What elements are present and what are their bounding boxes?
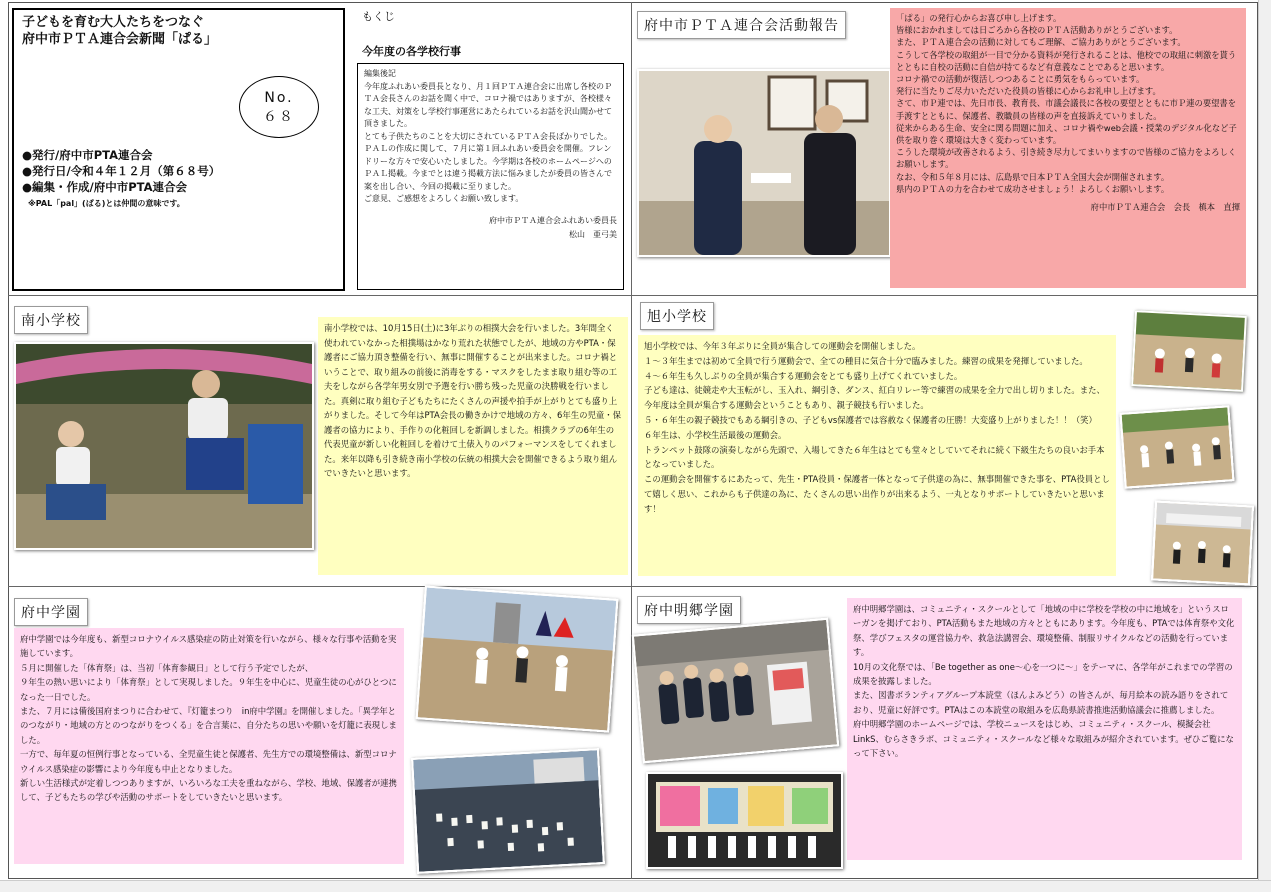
- meigo-text-box: [847, 598, 1242, 860]
- asahi-para: 旭小学校では、今年３年ぶりに全員が集合しての運動会を開催しました。: [644, 341, 921, 351]
- editor-signature-name: 松山 亜弓美: [569, 229, 617, 239]
- fuchu-text-box: [14, 628, 404, 864]
- sports-day-photo-2-art: [1122, 407, 1233, 486]
- report-para: また、ＰＴＡ連合会の活動に対してもご理解、ご協力ありがとうございます。: [896, 37, 1186, 48]
- horizontal-scrollbar[interactable]: [0, 880, 1271, 892]
- sports-day-photo-3-art: [1153, 503, 1252, 584]
- report-para: 発行に当たりご尽力いただいた役員の皆様に心からお礼申し上げます。: [896, 86, 1161, 97]
- fuchu-section-title: 府中学園: [14, 598, 88, 626]
- column-divider: [631, 2, 632, 879]
- report-para: こうして各学校の取組が一目で分かる資料が発行されることは、他校での取組に刺激を貰うとともに自校の活動に自信が持てるなど有意義なことであると思います。: [896, 49, 1237, 72]
- row-divider-1: [8, 295, 1258, 296]
- sports-day-photo-2: [1119, 405, 1234, 488]
- editor-note-box: [357, 63, 624, 290]
- issue-number: ６８: [263, 109, 295, 125]
- editor-line: ●編集・作成/府中市PTA連合会: [22, 180, 188, 194]
- vertical-scrollbar[interactable]: [1258, 0, 1271, 891]
- report-text-box: [890, 8, 1246, 288]
- editor-note-para: とても子供たちのことを大切にされているＰＴＡ会長ばかりでした。: [364, 131, 612, 141]
- date-line: ●発行日/令和４年１２月（第６８号）: [22, 164, 221, 178]
- masthead-box: [12, 8, 345, 291]
- culture-festival-photo-art: [648, 774, 841, 867]
- report-para: 従来からある生命、安全に関る問題に加え、コロナ禍やweb会議・授業のデジタル化など子供を取り巻く環境は大きく変わっています。: [896, 122, 1237, 146]
- asahi-section-title: 旭小学校: [640, 302, 714, 330]
- asahi-text-box: [638, 335, 1116, 576]
- editor-note-para: 今年度ふれあい委員長となり、月１回ＰＴＡ連合会に出席し各校のＰＴＡ会長さんのお話を聞く中で、コロナ禍ではありますが、各校様々な工夫、対策をし学校行事運営にあたられているお話を沢山聞かせて頂きました。: [364, 81, 612, 128]
- meigo-para: また、図書ボランティアグループ本読堂（ほんよみどう）の皆さんが、毎月絵本の読み語りをされており、児童に好評です。PTAはこの本読堂の取組みを広島県読書推進活動協議会に推薦しました。: [853, 690, 1229, 715]
- asahi-para: ６年生は、小学校生活最後の運動会。: [644, 429, 787, 440]
- issue-label: No.: [264, 90, 294, 106]
- report-section-title: 府中市ＰＴＡ連合会活動報告: [637, 11, 846, 39]
- asahi-para: トランペット鼓隊の演奏しながら先頭で、入場してきた６年生はとても堂々としていてそれに続く下級生たちの良いお手本となっていました。: [644, 444, 1105, 470]
- publisher-line: ●発行/府中市PTA連合会: [22, 148, 153, 162]
- sports-festival-photo: [416, 585, 619, 732]
- toc-subtitle: 今年度の各学校行事: [362, 45, 461, 58]
- masthead-title-2: 府中市ＰＴＡ連合会新聞「ぱる」: [22, 32, 218, 47]
- culture-festival-photo: [646, 772, 843, 869]
- report-para: こうした環境が改善されるよう、引き続き尽力してまいりますので皆様のご協力をよろしくお願いします。: [896, 147, 1237, 170]
- fuchu-para: ９年生の熱い思いにより「体育祭」として実現しました。９年生を中心に、児童生徒の心がひとつになった一日でした。: [20, 677, 397, 702]
- report-para: コロナ禍での活動が復活しつつあることに勇気をもらっています。: [896, 74, 1145, 85]
- handover-photo: [637, 69, 891, 257]
- report-para: 「ぱる」の発行心からお喜び申し上げます。: [896, 13, 1062, 23]
- fuchu-para: ５月に開催した「体育祭」は、当初「体育参観日」として行う予定でしたが、: [20, 662, 314, 673]
- report-para: なお、令和５年８月には、広島県で日本ＰＴＡ全国大会が開催されます。: [896, 171, 1170, 182]
- fuchu-para: 一方で、毎年夏の恒例行事となっている、全児童生徒と保護者、先生方での環境整備は、新型コロナウイルス感染症の影響により今年度も中止となりました。: [20, 749, 397, 774]
- pal-note: ※PAL「pal」(ぱる)とは仲間の意味です。: [28, 199, 185, 208]
- sports-day-photo-3: [1151, 500, 1254, 585]
- editor-note-para: ご意見、ご感想をよろしくお願い致します。: [364, 194, 524, 203]
- asahi-para: １～３年生までは初めて全員で行う運動会で、全ての種目に気合十分で臨みました。練習の成果を発揮していました。: [644, 355, 1088, 366]
- sports-day-photo-1: [1131, 310, 1247, 392]
- meigo-para: 府中明郷学園は、コミュニティ・スクールとして「地域の中に学校を学校の中に地域を」というスローガンを掲げており、PTA活動もまた地域の方々とともにあります。今年度も、PTAでは体育祭や文化祭、学びフェスタの運営協力や、救急法講習会、環境整備、制服リサイクルなどの活動を行っています。: [853, 604, 1235, 658]
- lantern-festival-photo-art: [413, 750, 603, 871]
- sports-day-photo-1-art: [1133, 312, 1245, 390]
- toc-title: もくじ: [362, 10, 395, 23]
- issue-number-badge: [239, 76, 319, 138]
- sumo-photo: [14, 342, 314, 550]
- masthead-title-1: 子どもを育む大人たちをつなぐ: [22, 15, 205, 30]
- asahi-para: ５・６年生の親子競技でもある綱引きの、子どもvs保護者では容赦なく保護者の圧勝！大変盛り上がりました！！（笑）: [644, 414, 1097, 425]
- minami-section-title: 南小学校: [14, 306, 88, 334]
- asahi-para: ４～６年生も久しぶりの全員が集合する運動会をとても盛り上げてくれていました。: [644, 370, 963, 381]
- editor-note-heading: 編集後記: [364, 69, 396, 78]
- reading-event-photo-art: [634, 620, 837, 761]
- row-divider-2: [8, 586, 1258, 587]
- lantern-festival-photo: [411, 748, 605, 874]
- report-para: 皆様におかれましては日ごろから各校のＰＴＡ活動ありがとうございます。: [896, 25, 1178, 36]
- report-signature: 府中市ＰＴＡ連合会 会長 槙本 直揮: [1090, 202, 1240, 213]
- report-para: 県内のＰＴＡの力を合わせて成功させましょう！よろしくお願いします。: [896, 183, 1170, 194]
- meigo-section-title: 府中明郷学園: [637, 596, 741, 624]
- handover-photo-art: [639, 71, 889, 255]
- sports-festival-photo-art: [418, 588, 617, 731]
- asahi-para: この運動会を開催するにあたって、先生・PTA役員・保護者一体となって子供達の為に、無事開催できた事を、PTA役員として嬉しく思い、これからも子供達の為に、たくさんの思い出作りが出来るよう、一丸となりサポートしていきたいと思います！: [644, 474, 1110, 514]
- editor-signature-org: 府中市ＰＴＡ連合会ふれあい委員長: [489, 215, 617, 225]
- fuchu-para: 新しい生活様式が定着しつつありますが、いろいろな工夫を重ねながら、学校、地域、保護者が連携して、子どもたちの学びや活動のサポートをしていきたいと思います。: [20, 778, 397, 803]
- sumo-photo-art: [16, 344, 312, 548]
- fuchu-para: また、７月には備後国府まつりに合わせて、『灯籠まつり in府中学園』を開催しました。「異学年とのつながり・地域の方とのつながりをつくる」を合言葉に、自分たちの思いや願いを灯籠に表現しました。: [20, 706, 397, 745]
- editor-signature: [364, 214, 617, 242]
- meigo-para: 府中明郷学園のホームページでは、学校ニュースをはじめ、コミュニティ・スクール、模擬会社LinkS、むらさきラボ、コミュニティ・スクールなど様々な取組みが紹介されています。ぜひご覧になって下さい。: [853, 719, 1234, 759]
- meigo-para: 10月の文化祭では、「Be together as one～心を一つに～」をテーマに、各学年がこれまでの学習の成果を披露しました。: [853, 661, 1233, 687]
- minami-text: 南小学校では、10月15日(土)に3年ぶりの相撲大会を行いました。3年間全く使われていなかった相撲場はかなり荒れた状態でしたが、地域の方やPTA・保護者にご協力頂き整備を行い、無事に開催することが出来ました。コロナ禍ということで、取り組みの前後に消毒をする・マスクをしたまま取り組む等の工夫をしながら各学年男女別で予選を行い勝ち残った児童の決勝戦を行いました。真剣に取り組む子どもたちにたくさんの声援や拍手が上がりとても盛り上がりました。そして今年はPTA会長の働きかけで地域の方々、6年生の児童・保護者の協力により、手作りの化粧回しを新調しました。相撲クラブの6年生の代表児童が新しい化粧回しを着けて土俵入りのパフォーマンスをしてくれました。来年以降も引き続き南小学校の伝統の相撲大会を開催できるよう取り組んでいきたいと思います。: [324, 323, 621, 478]
- fuchu-para: 府中学園では今年度も、新型コロナウイルス感染症の防止対策を行いながら、様々な行事や活動を実施しています。: [20, 634, 397, 659]
- masthead-meta: [22, 147, 220, 195]
- minami-text-box: [318, 317, 628, 575]
- reading-event-photo: [632, 618, 839, 764]
- report-para: さて、市Ｐ連では、先日市長、教育長、市議会議長に各校の要望とともに市Ｐ連の要望書を手渡すとともに、保護者、教職員の皆様の声を直接訴えていりました。: [896, 98, 1237, 121]
- editor-note-para: ＰＡＬの作成に関して、７月に第１回ふれあい委員会を開催。フレンドリーな方々で安心いたしました。今学期は各校のホームページへのＰＡＬ掲載。今までとは違う掲載方法に悩みましたが委員の皆さんで案を出し合い、今回の掲載に至りました。: [364, 144, 612, 191]
- asahi-para: 子ども達は、徒競走や大玉転がし、玉入れ、綱引き、ダンス、紅白リレー等で練習の成果を全力で出し切りました。また、今年度は全員が集合する運動会ということもあり、親子競技も行いました。: [644, 385, 1105, 411]
